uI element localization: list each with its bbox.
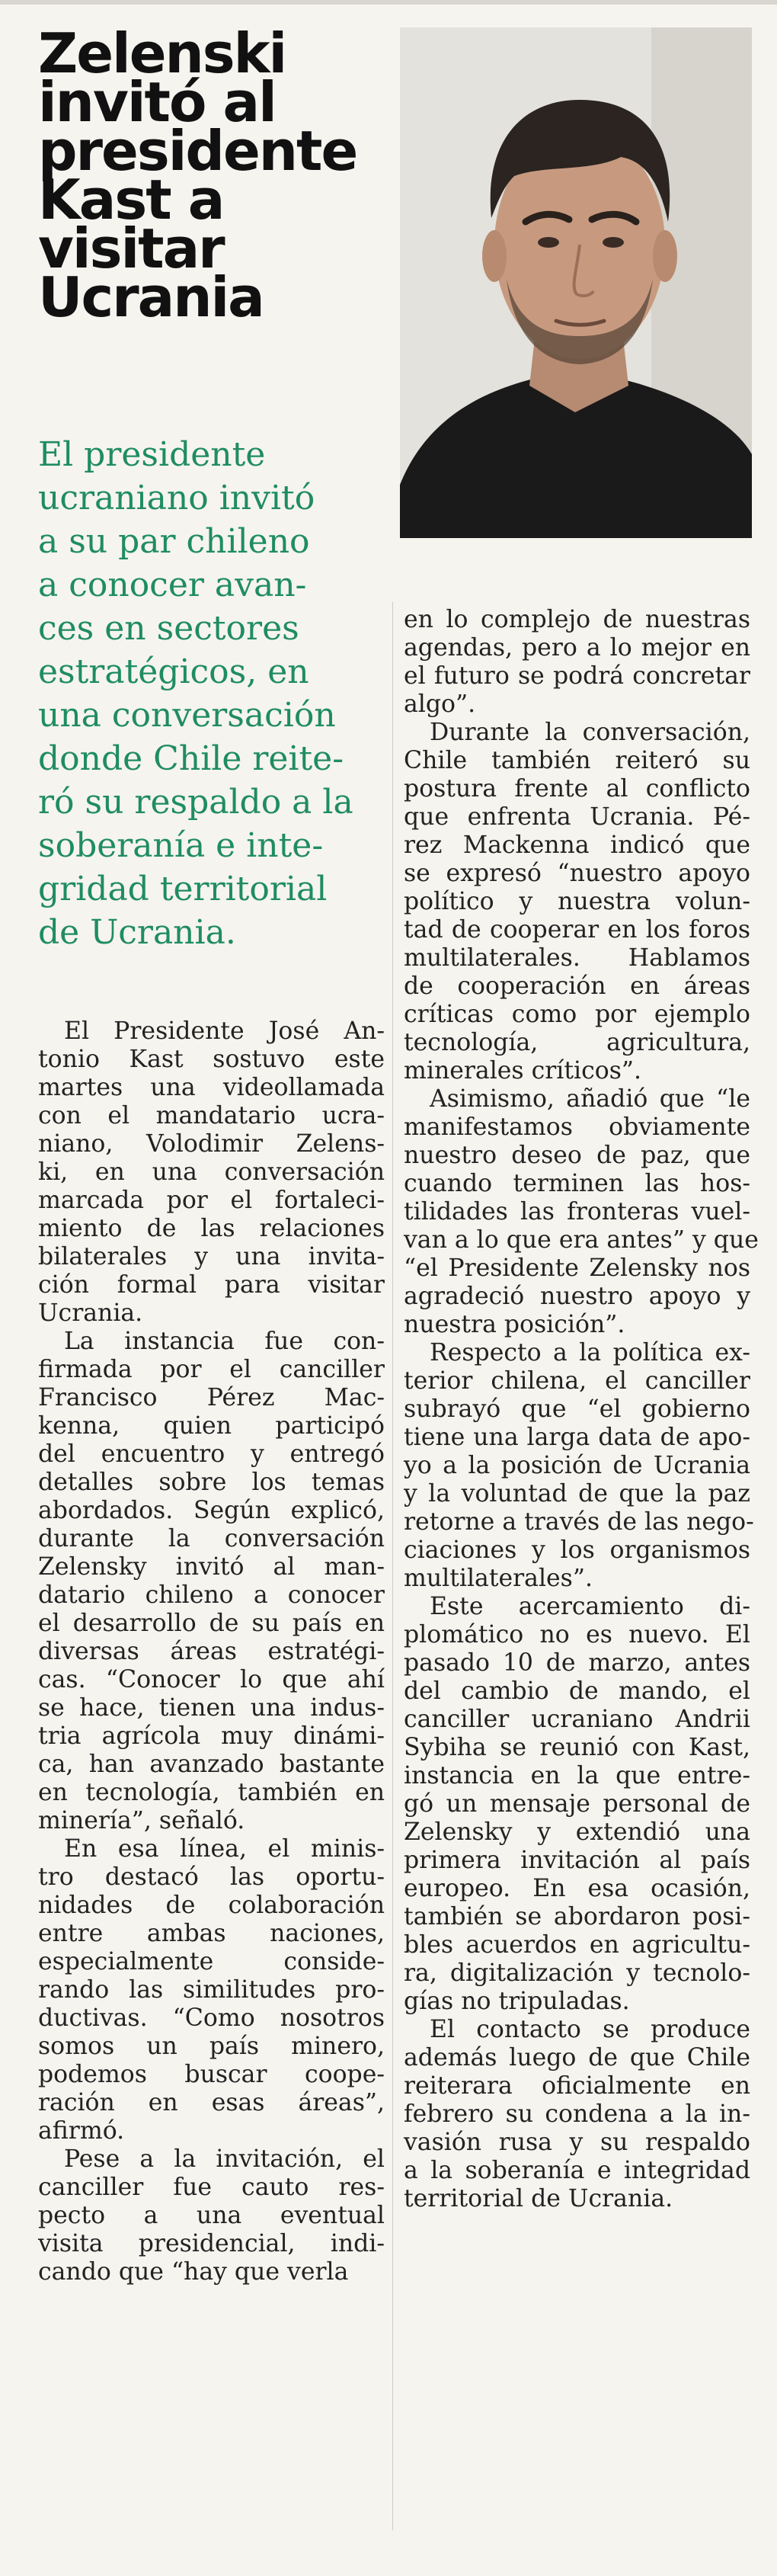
body-line: “el Presidente Zelensky nos: [404, 1254, 750, 1282]
body-line: tro destacó las oportu-: [38, 1863, 385, 1891]
lead-paragraph: [38, 433, 381, 954]
body-line: algo”.: [404, 690, 476, 718]
body-line: postura frente al conflicto: [404, 775, 750, 803]
body-paragraph: [404, 606, 750, 719]
column-divider: [392, 602, 393, 2530]
body-line: en lo complejo de nuestras: [404, 606, 750, 633]
body-line: ki, en una conversación: [38, 1158, 385, 1186]
body-line: yo a la posición de Ucrania: [404, 1452, 750, 1479]
body-line: del encuentro y entregó: [38, 1440, 385, 1468]
lead-line: ucraniano invitó: [38, 479, 315, 517]
top-rule: [0, 0, 777, 5]
body-line: agendas, pero a lo mejor en: [404, 634, 750, 662]
body-line: diversas áreas estratégi-: [38, 1638, 385, 1665]
body-line: tiene una larga data de apo-: [404, 1424, 750, 1451]
body-line: bilaterales y una invita-: [38, 1243, 385, 1270]
body-line: febrero su condena a la in-: [404, 2100, 750, 2128]
body-line: El contacto se produce: [430, 2016, 750, 2043]
body-line: pecto a una eventual: [38, 2202, 385, 2229]
body-paragraph: [404, 719, 750, 1085]
body-paragraph: [404, 1593, 750, 2016]
body-line: datario chileno a conocer: [38, 1581, 385, 1609]
body-line: retorne a través de las nego-: [404, 1508, 754, 1536]
body-line: a la soberanía e integridad: [404, 2157, 750, 2184]
body-paragraph: [38, 2145, 385, 2286]
body-line: La instancia fue con-: [64, 1328, 385, 1355]
body-line: multilaterales”.: [404, 1565, 593, 1592]
body-line: críticas como por ejemplo: [404, 1001, 750, 1028]
body-line: tad de cooperar en los foros: [404, 916, 750, 944]
body-paragraph: [38, 1835, 385, 2145]
body-line: martes una videollamada: [38, 1074, 385, 1101]
body-line: ra, digitalización y tecnolo-: [404, 1959, 750, 1987]
body-paragraph: [404, 2016, 750, 2213]
body-line: que enfrenta Ucrania. Pé-: [404, 803, 750, 831]
body-line: terior chilena, el canciller: [404, 1367, 750, 1395]
body-line: Francisco Pérez Mac-: [38, 1384, 385, 1411]
body-line: cando que “hay que verla: [38, 2258, 349, 2286]
body-line: minería”, señaló.: [38, 1807, 245, 1834]
headline-line: invitó al: [38, 70, 276, 134]
body-line: en tecnología, también en: [38, 1779, 385, 1806]
body-line: con el mandatario ucra-: [38, 1102, 385, 1129]
body-line: afirmó.: [38, 2117, 125, 2145]
lead-line: donde Chile reite-: [38, 739, 344, 778]
body-line: Respecto a la política ex-: [430, 1339, 750, 1366]
body-line: tria agrícola muy dinámi-: [38, 1722, 385, 1750]
lead-line: estratégicos, en: [38, 652, 309, 691]
lead-line: de Ucrania.: [38, 913, 236, 952]
body-line: europeo. En esa ocasión,: [404, 1875, 750, 1902]
body-line: detalles sobre los temas: [38, 1469, 385, 1496]
body-line: bles acuerdos en agricultu-: [404, 1931, 750, 1959]
body-line: rando las similitudes pro-: [38, 1976, 385, 2004]
portrait-illustration: [400, 27, 752, 538]
body-line: Sybiha se reunió con Kast,: [404, 1734, 750, 1761]
body-line: Pese a la invitación, el: [64, 2145, 385, 2173]
headline-line: visitar: [38, 216, 224, 280]
body-line: del cambio de mando, el: [404, 1677, 750, 1705]
body-line: y la voluntad de que la paz: [404, 1480, 750, 1507]
body-line: se expresó “nuestro apoyo: [404, 860, 750, 887]
body-line: marcada por el fortaleci-: [38, 1187, 385, 1214]
body-line: agradeció nuestro apoyo y: [404, 1283, 750, 1310]
body-line: vasión rusa y su respaldo: [404, 2129, 750, 2156]
body-line: niano, Volodimir Zelens-: [38, 1130, 385, 1158]
body-line: el futuro se podrá concretar: [404, 662, 750, 690]
body-line: plomático no es nuevo. El: [404, 1621, 750, 1648]
body-line: subrayó que “el gobierno: [404, 1395, 750, 1423]
body-line: Zelensky y extendió una: [404, 1818, 750, 1846]
body-line: político y nuestra volun-: [404, 888, 750, 915]
lead-line: El presidente: [38, 435, 266, 474]
body-line: nidades de colaboración: [38, 1892, 385, 1919]
body-line: gías no tripuladas.: [404, 1988, 630, 2015]
body-line: miento de las relaciones: [38, 1215, 385, 1242]
body-line: nuestro deseo de paz, que: [404, 1142, 750, 1169]
body-line: El Presidente José An-: [64, 1017, 385, 1045]
body-column-right: [404, 606, 759, 2213]
body-line: En esa línea, el minis-: [64, 1835, 385, 1863]
body-line: Durante la conversación,: [430, 719, 750, 746]
lead-line: a su par chileno: [38, 522, 310, 561]
body-line: primera invitación al país: [404, 1847, 750, 1874]
body-line: canciller ucraniano Andrii: [404, 1706, 750, 1733]
body-paragraph: [404, 1339, 754, 1593]
body-line: cas. “Conocer lo que ahí: [38, 1666, 385, 1693]
body-line: kenna, quien participó: [38, 1412, 385, 1440]
body-line: Zelensky invitó al man-: [38, 1553, 385, 1581]
lead-line: gridad territorial: [38, 870, 328, 908]
headline-line: Zelenski: [38, 21, 286, 85]
body-line: ción formal para visitar: [38, 1271, 385, 1299]
body-line: ca, han avanzado bastante: [38, 1751, 385, 1778]
portrait-photo: [400, 27, 752, 538]
body-line: cuando terminen las hos-: [404, 1170, 750, 1197]
body-line: Ucrania.: [38, 1299, 143, 1327]
lead-line: ró su respaldo a la: [38, 783, 353, 822]
body-paragraph: [404, 1085, 759, 1339]
headline-line: Ucrania: [38, 265, 264, 329]
body-line: podemos buscar coope-: [38, 2061, 385, 2088]
body-line: ciaciones y los organismos: [404, 1536, 750, 1564]
body-line: canciller fue cauto res-: [38, 2174, 385, 2201]
body-line: territorial de Ucrania.: [404, 2185, 673, 2212]
body-line: minerales críticos”.: [404, 1057, 642, 1085]
body-line: reiterara oficialmente en: [404, 2072, 750, 2100]
headline-line: Kast a: [38, 168, 224, 232]
body-line: además luego de que Chile: [404, 2044, 750, 2071]
headline: [38, 21, 381, 329]
body-line: ductivas. “Como nosotros: [38, 2004, 385, 2032]
body-line: visita presidencial, indi-: [38, 2230, 385, 2257]
body-line: ración en esas áreas”,: [38, 2089, 385, 2116]
body-paragraph: [38, 1017, 385, 1328]
body-line: multilaterales. Hablamos: [404, 944, 750, 972]
body-line: gó un mensaje personal de: [404, 1790, 750, 1818]
lead-line: una conversación: [38, 696, 336, 735]
body-line: también se abordaron posi-: [404, 1903, 750, 1930]
body-line: van a lo que era antes” y que: [404, 1226, 759, 1254]
body-line: somos un país minero,: [38, 2033, 385, 2060]
body-line: abordados. Según explicó,: [38, 1497, 385, 1524]
body-line: firmada por el canciller: [38, 1356, 385, 1383]
body-line: durante la conversación: [38, 1525, 385, 1552]
lead-line: ces en sectores: [38, 609, 299, 648]
body-line: nuestra posición”.: [404, 1311, 625, 1338]
body-line: tilidades las fronteras vuel-: [404, 1198, 750, 1226]
headline-line: presidente: [38, 119, 357, 183]
body-line: Asimismo, añadió que “le: [430, 1085, 750, 1113]
lead-line: a conocer avan-: [38, 566, 307, 604]
body-line: pasado 10 de marzo, antes: [404, 1649, 750, 1677]
body-line: instancia en la que entre-: [404, 1762, 750, 1789]
body-line: rez Mackenna indicó que: [404, 831, 750, 859]
body-line: Este acercamiento di-: [430, 1593, 750, 1620]
lead-line: soberanía e inte-: [38, 826, 324, 865]
body-line: tecnología, agricultura,: [404, 1029, 750, 1056]
body-paragraph: [38, 1328, 385, 1835]
body-column-left: [38, 1017, 385, 2286]
body-line: tonio Kast sostuvo este: [38, 1046, 385, 1073]
body-line: manifestamos obviamente: [404, 1113, 750, 1141]
body-line: entre ambas naciones,: [38, 1920, 385, 1947]
body-line: Chile también reiteró su: [404, 747, 750, 774]
body-line: se hace, tienen una indus-: [38, 1694, 385, 1722]
body-line: de cooperación en áreas: [404, 972, 750, 1000]
body-line: especialmente conside-: [38, 1948, 385, 1975]
body-line: el desarrollo de su país en: [38, 1610, 385, 1637]
